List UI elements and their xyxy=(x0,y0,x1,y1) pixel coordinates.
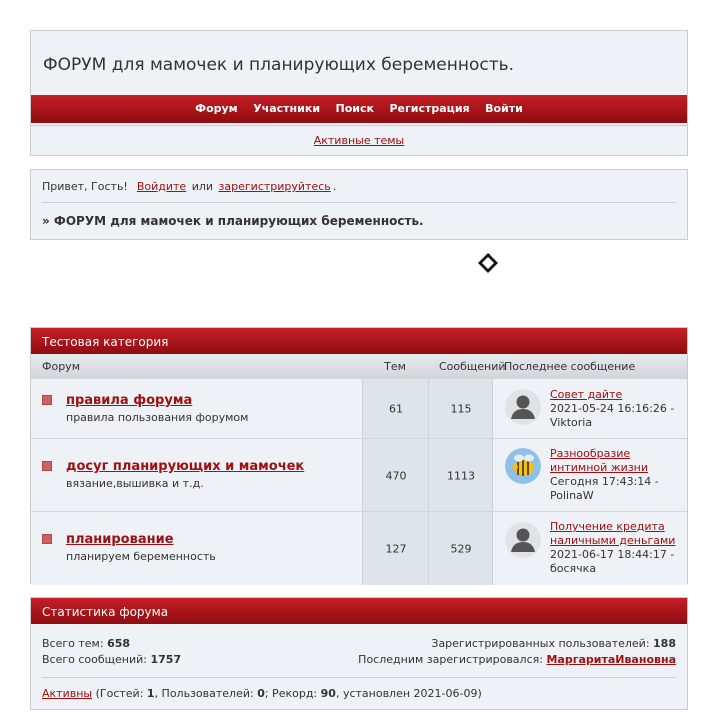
topics-count: 127 xyxy=(385,542,407,555)
last-post-link[interactable]: Совет дайте xyxy=(550,388,623,401)
registered-users-value: 188 xyxy=(653,637,676,650)
topics-count-cell xyxy=(362,439,429,512)
col-posts: Сообщений xyxy=(439,360,506,373)
forum-status-icon xyxy=(42,395,52,405)
posts-count: 529 xyxy=(450,542,472,555)
default-avatar-icon xyxy=(505,389,541,425)
last-post-cell xyxy=(492,379,687,439)
online-line xyxy=(42,687,482,700)
posts-count-cell xyxy=(428,439,493,512)
forum-description: правила пользования форумом xyxy=(66,411,249,424)
posts-count: 115 xyxy=(450,402,472,416)
nav-forum[interactable]: Форум xyxy=(195,102,238,115)
last-post-info xyxy=(550,520,679,576)
forum-description: планируем беременность xyxy=(66,550,216,563)
forum-title-link[interactable]: правила форума xyxy=(66,393,193,408)
guests-count: 1 xyxy=(146,687,155,700)
last-post-info xyxy=(550,388,679,430)
active-topics-link[interactable]: Активные темы xyxy=(313,134,405,147)
register-link[interactable]: зарегистрируйтесь xyxy=(218,180,331,193)
last-post-meta: 2021-06-17 18:44:17 - босячка xyxy=(550,548,675,575)
newest-user-label: Последним зарегистрировался: xyxy=(358,653,543,666)
forum-row xyxy=(31,378,687,439)
nav-login[interactable]: Войти xyxy=(485,102,523,115)
login-link[interactable]: Войдите xyxy=(136,180,187,193)
site-title: ФОРУМ для мамочек и планирующих беременность. xyxy=(43,55,515,75)
col-topics: Тем xyxy=(384,360,406,373)
forum-row xyxy=(31,438,687,512)
default-avatar-icon xyxy=(505,522,541,558)
forum-header xyxy=(30,30,688,156)
record-count: 90 xyxy=(320,687,336,700)
forum-row xyxy=(31,511,687,585)
last-post-link[interactable]: Разнообразие интимной жизни xyxy=(550,447,649,474)
forum-description: вязание,вышивка и т.д. xyxy=(66,477,204,490)
topics-count-cell xyxy=(362,512,429,585)
stats-users xyxy=(358,636,676,668)
category-title: Тестовая категория xyxy=(31,328,687,354)
or-text: или xyxy=(191,180,214,193)
users-online-count: 0 xyxy=(257,687,265,700)
posts-total-value: 1757 xyxy=(150,653,182,666)
forum-title-link[interactable]: досуг планирующих и мамочек xyxy=(66,459,305,474)
topics-count: 61 xyxy=(389,402,403,416)
topics-total-label: Всего тем: xyxy=(42,637,104,650)
nav-search[interactable]: Поиск xyxy=(335,102,374,115)
sub-navbar xyxy=(31,125,687,156)
stats-totals xyxy=(42,636,181,668)
main-navbar xyxy=(31,95,687,123)
online-text: , Пользователей: xyxy=(154,687,258,700)
topics-count-cell xyxy=(362,379,429,439)
registered-users-label: Зарегистрированных пользователей: xyxy=(431,637,650,650)
bee-avatar-icon xyxy=(505,448,541,484)
column-headers xyxy=(31,354,687,379)
online-text: ; Рекорд: xyxy=(264,687,321,700)
welcome-line xyxy=(42,180,336,193)
forum-status-icon xyxy=(42,461,52,471)
last-post-cell xyxy=(492,512,687,585)
online-text: , установлен 2021-06-09) xyxy=(335,687,482,700)
posts-count-cell xyxy=(428,379,493,439)
last-post-link[interactable]: Получение кредита наличными деньгами xyxy=(550,520,676,547)
posts-count-cell xyxy=(428,512,493,585)
newest-user-link[interactable]: МаргаритаИвановна xyxy=(546,653,676,666)
divider xyxy=(42,202,676,203)
forum-stats-panel xyxy=(30,597,688,710)
stats-title: Статистика форума xyxy=(31,598,687,624)
online-text: (Гостей: xyxy=(92,687,147,700)
col-last-post: Последнее сообщение xyxy=(504,360,636,373)
greeting-text: Привет, Гость! xyxy=(42,180,128,193)
col-forum: Форум xyxy=(42,360,80,373)
topics-total-value: 658 xyxy=(107,637,131,650)
diamond-tag-icon xyxy=(476,251,500,275)
posts-total-label: Всего сообщений: xyxy=(42,653,147,666)
last-post-meta: 2021-05-24 16:16:26 - Viktoria xyxy=(550,402,675,429)
forum-category-table xyxy=(30,327,688,584)
period-text: . xyxy=(332,180,337,193)
last-post-cell xyxy=(492,439,687,512)
last-post-info xyxy=(550,447,679,503)
online-users-link[interactable]: Активны xyxy=(42,687,93,700)
posts-count: 1113 xyxy=(447,469,475,482)
topics-count: 470 xyxy=(385,469,407,482)
divider xyxy=(42,677,676,678)
nav-members[interactable]: Участники xyxy=(253,102,321,115)
forum-title-link[interactable]: планирование xyxy=(66,532,174,547)
nav-register[interactable]: Регистрация xyxy=(389,102,470,115)
breadcrumb: » ФОРУМ для мамочек и планирующих беременность. xyxy=(42,214,424,228)
welcome-panel xyxy=(30,169,688,240)
last-post-meta: Сегодня 17:43:14 - PolinaW xyxy=(550,475,659,502)
forum-status-icon xyxy=(42,534,52,544)
